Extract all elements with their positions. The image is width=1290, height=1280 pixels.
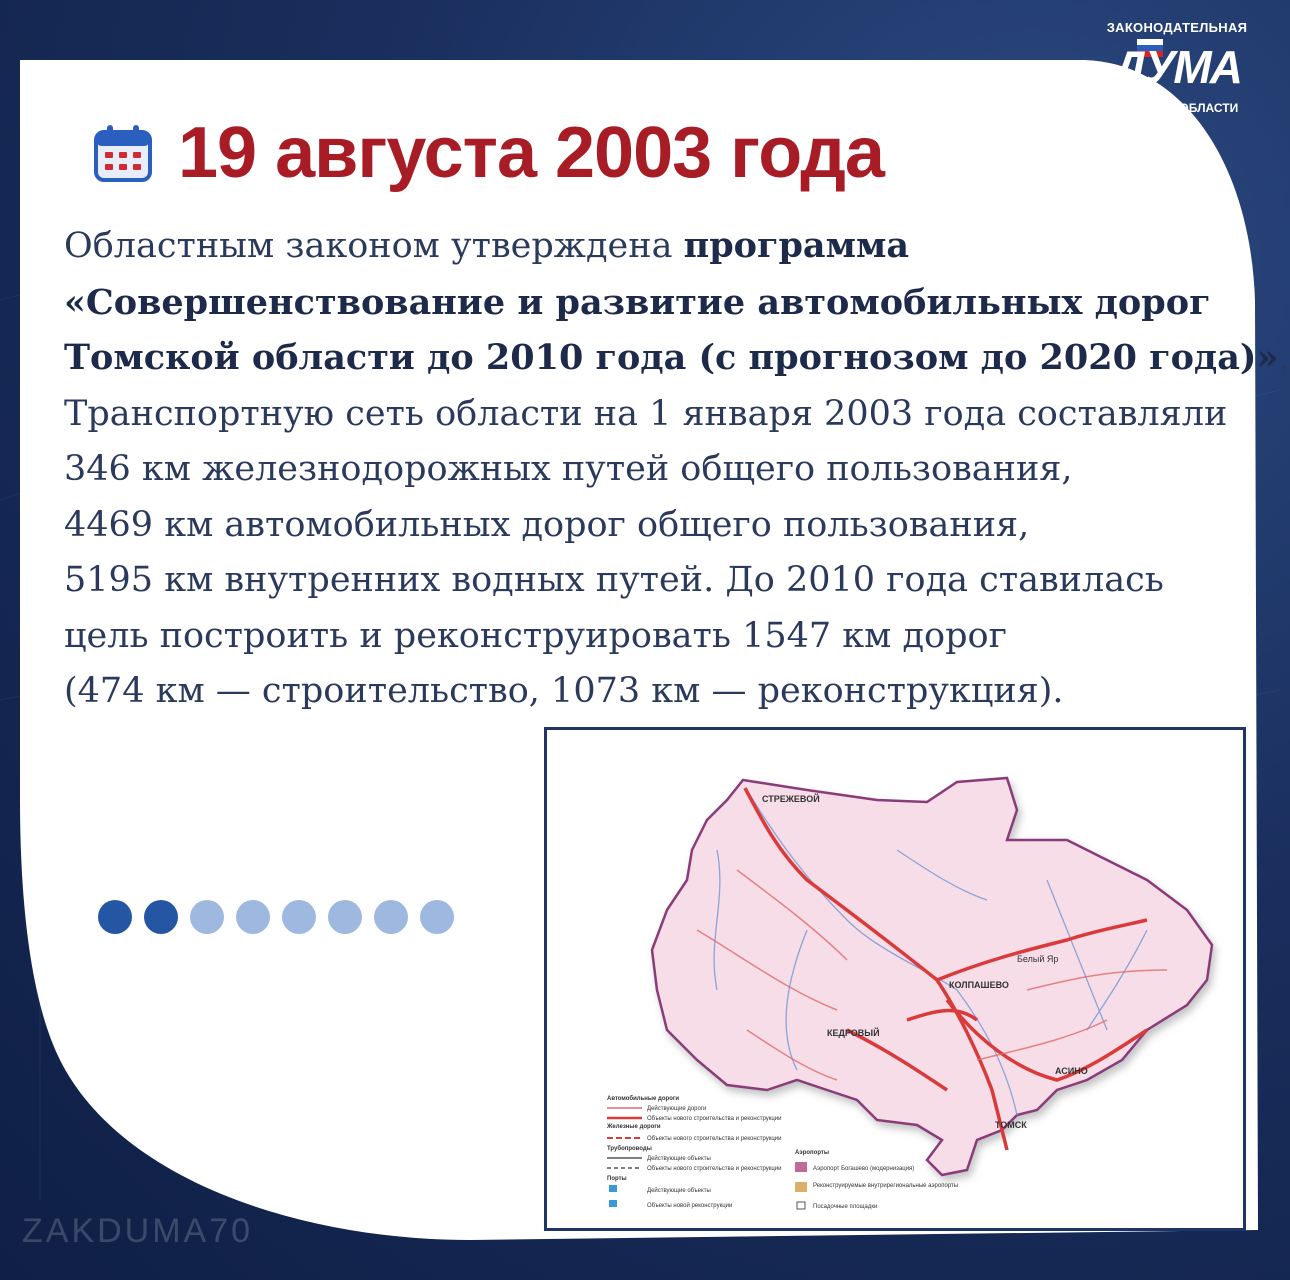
body-line-5: 346 км железнодорожных путей общего пользования, [64,449,1073,489]
legend-ports-header: Порты [607,1176,627,1182]
body-line-1 [64,218,1234,275]
title-row [92,112,884,194]
legend-pipe-new: Объекты нового строительства и реконструкции [647,1166,782,1172]
duma-logo [1102,20,1252,115]
pagination-dot[interactable] [236,900,270,934]
city-kedrovy: КЕДРОВЫЙ [827,1028,880,1038]
body-line-3-bold: Томской области до 2010 года (с прогнозом до 2020 года)» [64,337,1279,378]
map-svg [547,730,1243,1228]
legend-airport-recon: Реконструируемые внутрирегиональные аэропорты [813,1183,959,1189]
body-line-3-plain: . [1278,338,1290,378]
legend-ports-new: Объекты новой реконструкции [647,1203,733,1209]
legend-ports-existing: Действующие объекты [647,1188,711,1194]
legend-airport-main: Аэропорт Богашево (модернизация) [813,1166,915,1172]
logo-emblem [1107,35,1247,91]
city-bely-yar: Белый Яр [1017,954,1059,964]
pagination-dot[interactable] [144,900,178,934]
legend-roads-existing: Действующие дороги [647,1106,707,1112]
body-line-1-plain: Областным законом утверждена [64,226,684,266]
legend-airport-landing: Посадочные площадки [813,1204,878,1210]
body-line-4: Транспортную сеть области на 1 января 2003 года составляли [64,393,1228,434]
legend-pipe-header: Трубопроводы [607,1146,652,1152]
body-line-7: 5195 км внутренних водных путей. До 2010 года ставилась [64,560,1164,600]
city-strezhevoy: СТРЕЖЕВОЙ [762,794,820,804]
body-text [64,218,1290,720]
city-asino: АСИНО [1055,1066,1088,1076]
pagination-dot[interactable] [282,900,316,934]
city-tomsk: ТОМСК [995,1120,1027,1130]
logo-bottom-text: ТОМСКОЙ ОБЛАСТИ [1115,101,1239,115]
pagination-dot[interactable] [190,900,224,934]
legend-roads-new: Объекты нового строительства и реконструкции [647,1116,782,1122]
legend-pipe-existing: Действующие объекты [647,1156,711,1162]
body-line-1-bold: программа [683,225,910,266]
pagination-dot[interactable] [98,900,132,934]
logo-word: ДУМА [1113,41,1241,93]
legend-rail-new: Объекты нового строительства и реконструкции [647,1136,782,1142]
body-line-9: (474 км — строительство, 1073 км — реконструкция). [64,671,1064,711]
transport-map [544,727,1246,1231]
body-line-2: «Совершенствование и развитие автомобильных дорог [64,281,1211,323]
body-line-6: 4469 км автомобильных дорог общего пользования, [64,504,1030,545]
watermark: ZAKDUMA70 [22,1212,254,1250]
pagination-dots [98,900,454,934]
pagination-dot[interactable] [328,900,362,934]
pagination-dot[interactable] [420,900,454,934]
calendar-icon [92,122,154,184]
legend-rail-header: Железные дороги [607,1124,661,1130]
body-line-8: цель построить и реконструировать 1547 км дорог [64,615,1007,656]
logo-main-text [1102,35,1252,101]
city-kolpashevo: КОЛПАШЕВО [949,980,1009,990]
logo-top-text: ЗАКОНОДАТЕЛЬНАЯ [1106,20,1248,35]
pagination-dot[interactable] [374,900,408,934]
body-line-3 [64,330,1290,387]
legend-airports-header: Аэропорты [795,1150,829,1156]
legend-roads-header: Автомобильные дороги [607,1096,680,1102]
page-title: 19 августа 2003 года [178,113,884,193]
